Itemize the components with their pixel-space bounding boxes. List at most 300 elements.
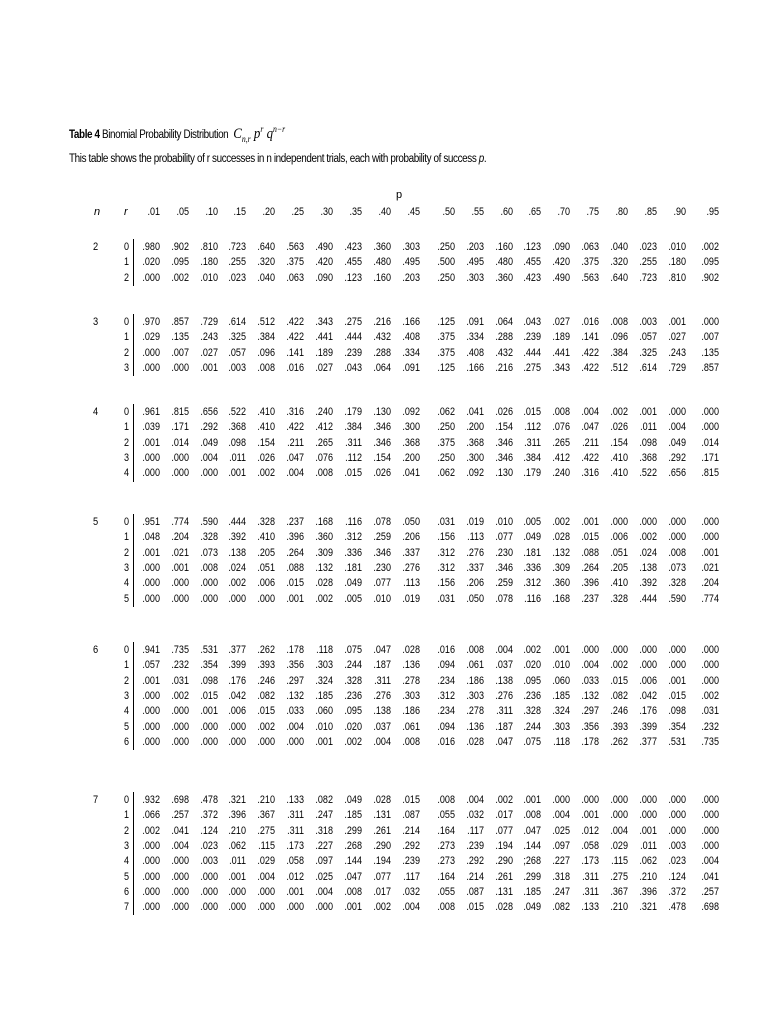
- probability-cell: .412: [315, 421, 333, 434]
- probability-cell: .075: [344, 644, 362, 656]
- probability-cell: .076: [315, 451, 333, 464]
- r-value: 5: [123, 720, 129, 733]
- probability-cell: .337: [466, 561, 484, 574]
- probability-cell: .004: [286, 720, 304, 733]
- probability-cell: .384: [257, 331, 275, 344]
- probability-cell: .168: [315, 516, 333, 528]
- probability-cell: .027: [200, 346, 218, 359]
- probability-cell: .031: [437, 516, 455, 528]
- probability-cell: .320: [257, 256, 275, 269]
- probability-cell: .094: [437, 659, 455, 672]
- probability-cell: .049: [344, 794, 362, 806]
- p-value-header: .85: [644, 206, 657, 218]
- probability-cell: .039: [142, 421, 160, 434]
- probability-cell: .001: [200, 361, 218, 374]
- probability-cell: .396: [286, 531, 304, 544]
- probability-cell: .214: [402, 824, 420, 837]
- probability-cell: .185: [552, 689, 570, 702]
- probability-cell: .001: [315, 735, 333, 748]
- probability-cell: .008: [610, 316, 628, 328]
- probability-cell: .857: [171, 316, 189, 328]
- probability-cell: .115: [258, 839, 275, 852]
- probability-cell: .024: [228, 561, 246, 574]
- probability-cell: .000: [200, 720, 218, 733]
- probability-cell: .090: [552, 241, 570, 253]
- probability-cell: .133: [581, 901, 599, 914]
- probability-cell: .088: [286, 561, 304, 574]
- probability-cell: .240: [552, 467, 570, 480]
- probability-cell: .064: [495, 316, 513, 328]
- probability-cell: .512: [610, 361, 628, 374]
- p-value-header: .40: [378, 206, 391, 218]
- probability-cell: .360: [315, 531, 333, 544]
- probability-cell: .004: [495, 644, 513, 656]
- probability-cell: .051: [610, 546, 628, 559]
- probability-cell: .259: [495, 577, 513, 590]
- probability-cell: .392: [639, 577, 657, 590]
- probability-cell: .299: [344, 824, 362, 837]
- probability-cell: .412: [552, 451, 570, 464]
- probability-cell: .480: [373, 256, 391, 269]
- probability-cell: .010: [495, 516, 513, 528]
- probability-cell: .000: [639, 809, 657, 822]
- probability-cell: .384: [523, 451, 541, 464]
- probability-cell: .136: [466, 720, 484, 733]
- probability-cell: .300: [466, 451, 484, 464]
- probability-cell: .173: [286, 839, 304, 852]
- probability-cell: .001: [171, 561, 189, 574]
- probability-cell: .328: [610, 592, 628, 605]
- probability-cell: .000: [701, 794, 719, 806]
- formula-q: q: [266, 126, 274, 142]
- probability-cell: .422: [581, 361, 599, 374]
- probability-cell: .185: [523, 885, 541, 898]
- probability-cell: .250: [437, 241, 455, 253]
- probability-cell: .444: [639, 592, 657, 605]
- probability-cell: .375: [286, 256, 304, 269]
- probability-cell: .002: [171, 689, 189, 702]
- probability-cell: .041: [466, 406, 484, 418]
- probability-cell: .073: [668, 561, 686, 574]
- probability-cell: .318: [315, 824, 333, 837]
- probability-cell: .015: [581, 531, 599, 544]
- probability-cell: .396: [581, 577, 599, 590]
- probability-cell: .166: [402, 316, 420, 328]
- probability-cell: .343: [315, 316, 333, 328]
- probability-cell: .422: [581, 346, 599, 359]
- r-value: 6: [123, 735, 129, 748]
- probability-cell: .328: [523, 705, 541, 718]
- probability-cell: .015: [402, 794, 420, 806]
- probability-cell: .356: [581, 720, 599, 733]
- probability-cell: .004: [610, 824, 628, 837]
- probability-cell: .002: [495, 794, 513, 806]
- table-title: [69, 124, 285, 144]
- probability-cell: .088: [581, 546, 599, 559]
- probability-cell: .422: [581, 451, 599, 464]
- probability-cell: .356: [286, 659, 304, 672]
- probability-cell: .522: [639, 467, 657, 480]
- r-value: 2: [123, 674, 129, 687]
- probability-cell: .522: [228, 406, 246, 418]
- probability-cell: .000: [228, 735, 246, 748]
- probability-cell: .031: [701, 705, 719, 718]
- probability-cell: .014: [701, 436, 719, 449]
- probability-cell: .396: [228, 809, 246, 822]
- r-value: 3: [123, 561, 129, 574]
- probability-cell: .444: [228, 516, 246, 528]
- probability-cell: .292: [668, 451, 686, 464]
- probability-cell: .141: [581, 331, 599, 344]
- probability-cell: .234: [437, 705, 455, 718]
- probability-cell: .005: [344, 592, 362, 605]
- probability-cell: .040: [610, 241, 628, 253]
- probability-cell: .057: [142, 659, 160, 672]
- probability-cell: .015: [668, 689, 686, 702]
- probability-cell: .723: [228, 241, 246, 253]
- probability-cell: .729: [668, 361, 686, 374]
- probability-cell: .399: [639, 720, 657, 733]
- probability-cell: .008: [344, 885, 362, 898]
- probability-cell: .112: [345, 451, 362, 464]
- probability-cell: .008: [668, 546, 686, 559]
- probability-cell: .288: [495, 331, 513, 344]
- probability-cell: .000: [610, 516, 628, 528]
- probability-cell: .000: [286, 735, 304, 748]
- probability-cell: .164: [437, 824, 455, 837]
- r-value: 2: [123, 271, 129, 284]
- probability-cell: .002: [142, 824, 160, 837]
- probability-cell: .000: [257, 885, 275, 898]
- probability-cell: .130: [495, 467, 513, 480]
- r-value: 2: [123, 346, 129, 359]
- probability-cell: .062: [437, 406, 455, 418]
- probability-cell: .214: [466, 870, 484, 883]
- r-value: 3: [123, 451, 129, 464]
- probability-cell: .410: [610, 451, 628, 464]
- probability-cell: .441: [315, 331, 333, 344]
- probability-cell: .171: [701, 451, 719, 464]
- probability-cell: .023: [228, 271, 246, 284]
- probability-cell: .047: [523, 824, 541, 837]
- probability-cell: .001: [668, 316, 686, 328]
- probability-cell: .000: [581, 644, 599, 656]
- probability-cell: .478: [200, 794, 218, 806]
- probability-cell: .500: [437, 256, 455, 269]
- probability-cell: .041: [402, 467, 420, 480]
- probability-cell: .001: [286, 592, 304, 605]
- probability-cell: .614: [228, 316, 246, 328]
- probability-cell: .311: [582, 885, 599, 898]
- probability-cell: .000: [142, 592, 160, 605]
- probability-cell: .041: [171, 824, 189, 837]
- probability-cell: .211: [287, 436, 304, 449]
- probability-cell: .000: [171, 885, 189, 898]
- probability-cell: .000: [639, 794, 657, 806]
- probability-cell: .082: [552, 901, 570, 914]
- probability-cell: .375: [437, 436, 455, 449]
- probability-cell: .187: [495, 720, 513, 733]
- probability-cell: .278: [466, 705, 484, 718]
- probability-cell: .261: [495, 870, 513, 883]
- probability-cell: .113: [467, 531, 484, 544]
- probability-cell: .125: [437, 361, 455, 374]
- probability-cell: .033: [581, 674, 599, 687]
- probability-cell: .000: [701, 516, 719, 528]
- probability-cell: .062: [228, 839, 246, 852]
- p-value-header: .90: [673, 206, 686, 218]
- probability-cell: .020: [523, 659, 541, 672]
- probability-cell: .343: [552, 361, 570, 374]
- probability-cell: .275: [344, 316, 362, 328]
- probability-cell: .216: [373, 316, 391, 328]
- probability-cell: .299: [523, 870, 541, 883]
- r-value: 4: [123, 705, 129, 718]
- probability-cell: .026: [257, 451, 275, 464]
- probability-cell: .042: [639, 689, 657, 702]
- probability-cell: .141: [286, 346, 304, 359]
- probability-cell: .354: [668, 720, 686, 733]
- probability-cell: .001: [286, 885, 304, 898]
- probability-cell: .410: [610, 467, 628, 480]
- probability-cell: .200: [466, 421, 484, 434]
- probability-cell: .422: [286, 316, 304, 328]
- column-header-n: n: [94, 206, 101, 218]
- probability-cell: .320: [610, 256, 628, 269]
- probability-cell: .041: [701, 870, 719, 883]
- probability-cell: .247: [315, 809, 333, 822]
- probability-cell: .002: [639, 531, 657, 544]
- probability-cell: .480: [495, 256, 513, 269]
- table-description: [69, 153, 486, 165]
- probability-cell: .422: [286, 331, 304, 344]
- probability-cell: .028: [402, 644, 420, 656]
- probability-cell: .032: [466, 809, 484, 822]
- probability-cell: .000: [142, 689, 160, 702]
- probability-cell: .321: [639, 901, 657, 914]
- probability-cell: .723: [639, 271, 657, 284]
- column-group-label-p: p: [396, 189, 403, 201]
- probability-cell: .312: [437, 561, 455, 574]
- probability-cell: .247: [552, 885, 570, 898]
- probability-cell: .061: [466, 659, 484, 672]
- probability-cell: .066: [142, 809, 160, 822]
- probability-cell: .091: [466, 316, 484, 328]
- probability-cell: .276: [373, 689, 391, 702]
- probability-cell: .171: [171, 421, 189, 434]
- probability-cell: .531: [668, 735, 686, 748]
- probability-cell: .001: [523, 794, 541, 806]
- probability-cell: .360: [373, 241, 391, 253]
- probability-cell: .124: [200, 824, 218, 837]
- probability-cell: .029: [257, 855, 275, 868]
- probability-cell: .000: [142, 870, 160, 883]
- probability-cell: .276: [495, 689, 513, 702]
- probability-cell: .000: [171, 901, 189, 914]
- probability-cell: .016: [581, 316, 599, 328]
- probability-cell: .000: [142, 467, 160, 480]
- probability-cell: .077: [373, 870, 391, 883]
- probability-cell: .000: [200, 735, 218, 748]
- probability-cell: .002: [344, 735, 362, 748]
- probability-cell: .392: [228, 531, 246, 544]
- probability-cell: .932: [142, 794, 160, 806]
- probability-cell: .033: [286, 705, 304, 718]
- probability-cell: .064: [373, 361, 391, 374]
- probability-cell: .495: [466, 256, 484, 269]
- probability-cell: .028: [495, 901, 513, 914]
- probability-cell: .420: [552, 256, 570, 269]
- p-value-header: .70: [557, 206, 570, 218]
- probability-cell: .961: [142, 406, 160, 418]
- probability-cell: .243: [200, 331, 218, 344]
- probability-cell: .000: [639, 644, 657, 656]
- probability-cell: .015: [610, 674, 628, 687]
- probability-cell: .010: [315, 720, 333, 733]
- probability-cell: .311: [524, 436, 541, 449]
- probability-cell: .000: [171, 361, 189, 374]
- probability-cell: .000: [142, 901, 160, 914]
- probability-cell: .239: [523, 331, 541, 344]
- p-value-header: .20: [262, 206, 275, 218]
- probability-cell: .346: [373, 546, 391, 559]
- probability-cell: .160: [373, 271, 391, 284]
- probability-cell: .181: [523, 546, 541, 559]
- probability-cell: .160: [495, 241, 513, 253]
- probability-cell: .000: [228, 720, 246, 733]
- probability-cell: .234: [437, 674, 455, 687]
- p-value-header: .15: [233, 206, 246, 218]
- probability-cell: .368: [466, 436, 484, 449]
- probability-cell: .008: [466, 644, 484, 656]
- probability-cell: .000: [701, 316, 719, 328]
- probability-cell: .423: [344, 241, 362, 253]
- probability-cell: .123: [344, 271, 362, 284]
- probability-cell: .478: [668, 901, 686, 914]
- p-value-header: .35: [349, 206, 362, 218]
- probability-cell: .194: [495, 839, 513, 852]
- probability-cell: .189: [552, 331, 570, 344]
- r-value: 4: [123, 577, 129, 590]
- probability-cell: .118: [553, 735, 570, 748]
- probability-cell: .346: [373, 421, 391, 434]
- probability-cell: .490: [315, 241, 333, 253]
- probability-cell: .078: [495, 592, 513, 605]
- probability-cell: .311: [287, 824, 304, 837]
- probability-cell: .062: [437, 467, 455, 480]
- probability-cell: .050: [466, 592, 484, 605]
- probability-cell: .037: [495, 659, 513, 672]
- probability-cell: .008: [437, 901, 455, 914]
- probability-cell: .004: [668, 421, 686, 434]
- probability-cell: .025: [315, 870, 333, 883]
- probability-cell: .000: [701, 824, 719, 837]
- r-value: 0: [123, 794, 129, 806]
- r-value: 0: [123, 241, 129, 253]
- probability-cell: .000: [668, 531, 686, 544]
- probability-cell: .000: [286, 901, 304, 914]
- probability-cell: .970: [142, 316, 160, 328]
- probability-cell: .004: [701, 855, 719, 868]
- r-value: 1: [123, 809, 129, 822]
- probability-cell: .179: [344, 406, 362, 418]
- probability-cell: .029: [142, 331, 160, 344]
- probability-cell: .001: [228, 467, 246, 480]
- probability-cell: .021: [171, 546, 189, 559]
- p-value-header: .25: [291, 206, 304, 218]
- probability-cell: .002: [610, 406, 628, 418]
- probability-cell: .640: [257, 241, 275, 253]
- probability-cell: .729: [200, 316, 218, 328]
- probability-cell: .049: [523, 901, 541, 914]
- probability-cell: .001: [581, 809, 599, 822]
- probability-cell: .026: [373, 467, 391, 480]
- probability-cell: .200: [402, 451, 420, 464]
- probability-cell: .001: [200, 705, 218, 718]
- probability-cell: .408: [402, 331, 420, 344]
- probability-cell: .980: [142, 241, 160, 253]
- probability-cell: .000: [701, 421, 719, 434]
- r-value: 1: [123, 531, 129, 544]
- probability-cell: .408: [466, 346, 484, 359]
- probability-cell: .000: [668, 824, 686, 837]
- binomial-formula: [233, 126, 285, 142]
- probability-cell: .001: [552, 644, 570, 656]
- probability-cell: .047: [373, 644, 391, 656]
- probability-cell: .290: [373, 839, 391, 852]
- probability-cell: .094: [437, 720, 455, 733]
- probability-cell: .023: [200, 839, 218, 852]
- probability-cell: .154: [610, 436, 628, 449]
- p-value-header: .05: [176, 206, 189, 218]
- probability-cell: .368: [228, 421, 246, 434]
- probability-cell: .185: [344, 809, 362, 822]
- probability-cell: .432: [495, 346, 513, 359]
- probability-cell: .010: [373, 592, 391, 605]
- probability-cell: .136: [402, 659, 420, 672]
- p-value-header: .65: [528, 206, 541, 218]
- probability-cell: .021: [701, 561, 719, 574]
- probability-cell: .168: [552, 592, 570, 605]
- probability-cell: .037: [373, 720, 391, 733]
- probability-cell: .244: [523, 720, 541, 733]
- probability-cell: .055: [437, 885, 455, 898]
- p-value-header: .50: [442, 206, 455, 218]
- probability-cell: .321: [228, 794, 246, 806]
- probability-cell: .614: [639, 361, 657, 374]
- probability-cell: .095: [171, 256, 189, 269]
- probability-cell: .006: [228, 705, 246, 718]
- probability-cell: .000: [668, 659, 686, 672]
- probability-cell: .000: [171, 735, 189, 748]
- probability-cell: .273: [437, 855, 455, 868]
- probability-cell: .042: [228, 689, 246, 702]
- probability-cell: .375: [581, 256, 599, 269]
- probability-cell: .000: [142, 561, 160, 574]
- probability-cell: .275: [523, 361, 541, 374]
- probability-cell: .495: [402, 256, 420, 269]
- probability-cell: .008: [200, 561, 218, 574]
- probability-cell: .232: [171, 659, 189, 672]
- probability-cell: .000: [142, 346, 160, 359]
- probability-cell: .000: [200, 467, 218, 480]
- formula-c: C: [233, 126, 242, 142]
- probability-cell: .078: [373, 516, 391, 528]
- probability-cell: .144: [523, 839, 541, 852]
- probability-cell: .346: [495, 436, 513, 449]
- probability-cell: .023: [639, 241, 657, 253]
- probability-cell: .275: [257, 824, 275, 837]
